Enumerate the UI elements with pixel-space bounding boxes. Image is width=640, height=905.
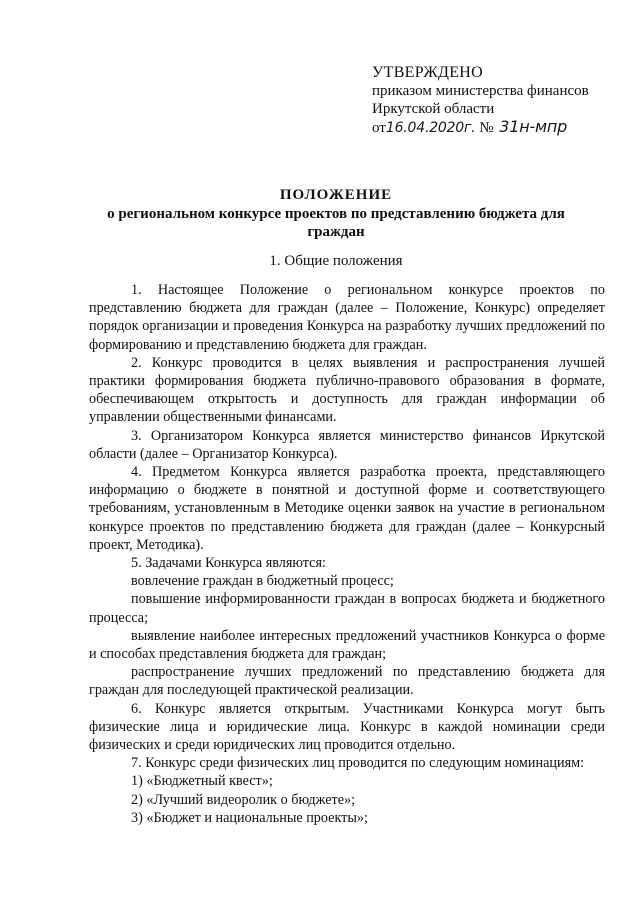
handwritten-date: 16.04.2020г. xyxy=(385,120,476,136)
paragraph-4: 4. Предметом Конкурса является разработка проекта, представляющего информацию о бюджете в понятной и доступной форме и соответствующего требованиям, установленным в Методике оценки заявок на участие в региональном конкурсе проектов по представлению бюджета для граждан (далее – Конкурсный проект, Методика). xyxy=(89,464,605,553)
approval-date-number-line xyxy=(372,118,622,137)
nomination-1: 1) «Бюджетный квест»; xyxy=(131,773,273,790)
approval-line-order: приказом министерства финансов xyxy=(372,83,589,99)
section-title: 1. Общие положения xyxy=(269,253,403,269)
paragraph-2: 2. Конкурс проводится в целях выявления и распространения лучшей практики формирования бюджета публично-правового образования в формате, обеспечивающем открытость и доступность для граждан информации об управлении общественными финансами. xyxy=(89,354,605,426)
nomination-2: 2) «Лучший видеоролик о бюджете»; xyxy=(131,791,356,808)
paragraph-5: 5. Задачами Конкурса являются: xyxy=(131,555,326,572)
approval-stamp xyxy=(372,64,622,137)
nomination-3: 3) «Бюджет и национальные проекты»; xyxy=(131,809,368,826)
task-item-4: распространение лучших предложений по представлению бюджета для граждан для последующей практической реализации. xyxy=(89,664,605,699)
paragraph-3: 3. Организатором Конкурса является министерство финансов Иркутской области (далее – Организатор Конкурса). xyxy=(89,427,605,462)
task-item-2: повышение информированности граждан в вопросах бюджета и бюджетного процесса; xyxy=(89,591,605,626)
approval-from-prefix: от xyxy=(372,120,386,136)
handwritten-number: 31н-мпр xyxy=(499,117,568,136)
paragraph-7: 7. Конкурс среди физических лиц проводится по следующим номинациям: xyxy=(131,755,585,772)
task-item-1: вовлечение граждан в бюджетный процесс; xyxy=(131,573,394,590)
approval-number-sign: № xyxy=(479,120,494,136)
task-item-3: выявление наиболее интересных предложений участников Конкурса о форме и способах представления бюджета для граждан; xyxy=(89,627,605,663)
approval-title: УТВЕРЖДЕНО xyxy=(372,64,484,81)
document-title: ПОЛОЖЕНИЕ xyxy=(279,187,393,203)
section-body xyxy=(89,281,605,827)
paragraph-1: 1. Настоящее Положение о региональном конкурсе проектов по представлению бюджета для граждан (далее – Положение, Конкурс) определяет порядок организации и проведения Конкурса на разработку лучших предложений по формированию и представлению бюджета для граждан. xyxy=(89,282,605,353)
approval-line-region: Иркутской области xyxy=(372,101,495,117)
document-subtitle: о региональном конкурсе проектов по представлению бюджета для граждан xyxy=(107,206,565,240)
paragraph-6: 6. Конкурс является открытым. Участниками Конкурса могут быть физические лица и юридические лица. Конкурс в каждой номинации среди физических и среди юридических лиц проводится отдельно. xyxy=(89,700,605,754)
